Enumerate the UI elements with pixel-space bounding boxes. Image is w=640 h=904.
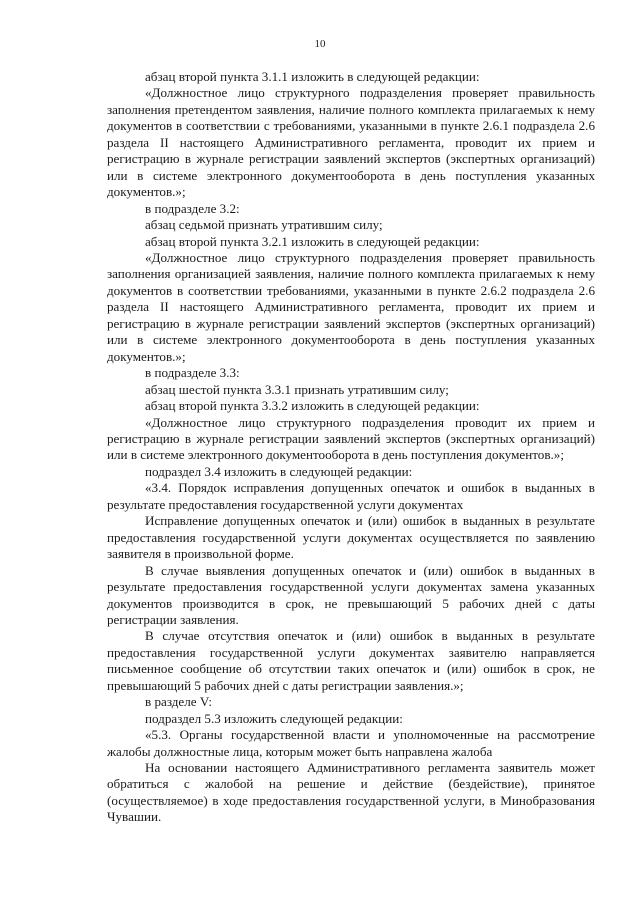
paragraph: «5.3. Органы государственной власти и уполномоченные на рассмотрение жалобы должностные лица, которым может быть направлена жалоба [107, 727, 595, 759]
paragraph: подраздел 5.3 изложить следующей редакции: [145, 710, 403, 726]
paragraph: «Должностное лицо структурного подразделения проверяет правильность заполнения претендентом заявления, наличие полного комплекта прилагаемых к нему документов в соответствии с требованиями, указанными в пункте 2.6.1 подраздела 2.6 раздела II настоящего Административного регламента, проводит их прием и регистрацию в журнале регистрации заявлений экспертов (экспертных организаций) или в системе электронного документооборота в день поступления указанных документов.»; [107, 85, 595, 200]
paragraph: «Должностное лицо структурного подразделения проверяет правильность заполнения организацией заявления, наличие полного комплекта прилагаемых к нему документов в соответствии требованиями, указанными в пункте 2.6.2 подраздела 2.6 раздела II настоящего Административного регламента, проводит их прием и регистрацию в журнале регистрации заявлений экспертов (экспертных организаций) или в системе электронного документооборота в день поступления указанных документов.»; [107, 249, 595, 364]
paragraph: абзац седьмой признать утратившим силу; [145, 217, 383, 233]
document-body [107, 69, 595, 826]
paragraph: абзац второй пункта 3.2.1 изложить в следующей редакции: [145, 233, 480, 249]
paragraph: «3.4. Порядок исправления допущенных опечаток и ошибок в выданных в результате предоставления государственной услуги документах [107, 480, 595, 512]
page-number: 10 [314, 38, 326, 50]
paragraph: абзац шестой пункта 3.3.1 признать утратившим силу; [145, 381, 449, 397]
paragraph: в подразделе 3.2: [145, 200, 240, 216]
paragraph: абзац второй пункта 3.3.2 изложить в следующей редакции: [145, 398, 480, 414]
paragraph: в разделе V: [145, 694, 212, 710]
paragraph: абзац второй пункта 3.1.1 изложить в следующей редакции: [145, 69, 480, 84]
paragraph: В случае выявления допущенных опечаток и (или) ошибок в выданных в результате предоставления государственной услуги документах замена указанных документов производится в срок, не превышающий 5 рабочих дней с даты регистрации заявления. [107, 562, 595, 627]
paragraph: в подразделе 3.3: [145, 365, 240, 381]
paragraph: В случае отсутствия опечаток и (или) ошибок в выданных в результате предоставления государственной услуги документах заявителю направляется письменное сообщение об отсутствии таких опечаток и (или) ошибок в срок, не превышающий 5 рабочих дней с даты регистрации заявления.»; [107, 628, 595, 693]
paragraph: Исправление допущенных опечаток и (или) ошибок в выданных в результате предоставления государственной услуги документах осуществляется по заявлению заявителя в произвольной форме. [107, 513, 595, 562]
paragraph: «Должностное лицо структурного подразделения проводит их прием и регистрацию в журнале регистрации заявлений экспертов (экспертных организаций) или в системе электронного документооборота в день поступления документов.»; [107, 414, 595, 463]
paragraph: подраздел 3.4 изложить в следующей редакции: [145, 463, 413, 479]
paragraph: На основании настоящего Административного регламента заявитель может обратиться с жалобой на решение и действие (бездействие), принятое (осуществляемое) в ходе предоставления государственной услуги, в Минобразования Чувашии. [107, 760, 595, 825]
